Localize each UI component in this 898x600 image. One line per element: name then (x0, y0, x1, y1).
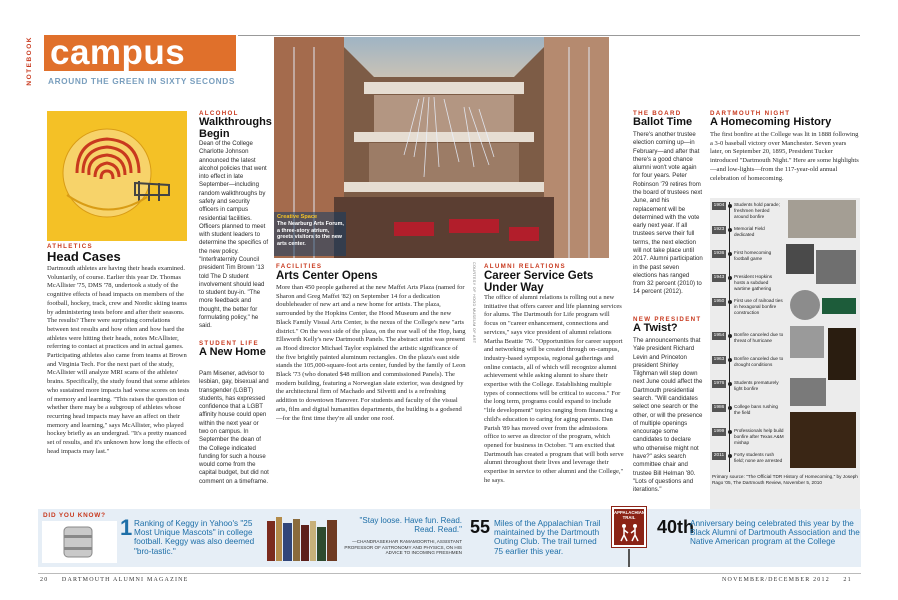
timeline-dot (728, 300, 732, 304)
alcohol-kicker: ALCOHOL (199, 110, 239, 117)
athletics-headline: Head Cases (47, 249, 121, 264)
page-title: campus (44, 35, 236, 71)
timeline-year: 1904 (713, 203, 725, 208)
dartmouth-night-headline: A Homecoming History (710, 116, 832, 128)
timeline-year: 1943 (713, 275, 725, 280)
timeline-text: Students prematurely light bonfire (734, 380, 779, 391)
magazine-name: DARTMOUTH ALUMNI MAGAZINE (61, 577, 189, 583)
timeline-photo-crowd (790, 326, 824, 358)
quote-text: "Stay loose. Have fun. Read. Read. Read." (359, 516, 462, 534)
appalachian-trail-sign (612, 507, 646, 547)
timeline-photo-fire-2011 (790, 412, 856, 468)
new-president-kicker: NEW PRESIDENT (633, 316, 702, 323)
timeline-text: College bans rushing the field (734, 404, 779, 415)
page-subtitle: AROUND THE GREEN IN SIXTY SECONDS (48, 76, 235, 86)
footer-rule (38, 573, 861, 574)
timeline-text: Professionals help build bonfire after Texas A&M mishap (734, 428, 784, 445)
fact3-text: Anniversary being celebrated this year by the Black Alumni of Dartmouth Association and the Native American program at the College (690, 519, 860, 547)
board-body: There's another trustee election coming up—in February—and after that there's a good chance alumni won't vote again for four years. Peter Robinson '79 retires from the board of trustees next June, and his replacement will be determined with the vote early next year. If all trustees serve their full terms, the next election will not take place until 2017. Alumni participation in the past seven elections has ranged from 32 percent (2010) to 14 percent (2012). (633, 131, 703, 296)
fact3-number: 40th (657, 517, 695, 537)
alcohol-body: Dean of the College Charlotte Johnson announced the latest alcohol policies that went into effect in late September—including random walkthroughs by safety and security officers in campus residential facilities. Officers planned to meet with student leaders to determine the specifics of the new policy. "Interfraternity Council president Tim Brown '13 told The D student involvement should lead to student buy-in. "The more feedback and thought, the better for formulating policy," he said. (199, 140, 269, 330)
timeline-photo-portrait (786, 244, 814, 274)
helmet-brain-illustration (47, 111, 187, 241)
fact1-number: 1 (120, 515, 133, 540)
trail-sign-text: APPALACHIAN TRAIL (614, 510, 645, 520)
timeline-dot (728, 334, 732, 338)
timeline-photo-bonfire-night (828, 328, 856, 380)
student-life-body: Pam Misener, advisor to lesbian, gay, bisexual and transgender (LGBT) students, has expressed confidence that a LGBT affinity house could open within the next year or two on campus. In September the dean of the College indicated funding for such a house would come from the capital budget, but did not comment on a timeframe. (199, 370, 269, 485)
timeline-text: Memorial Field dedicated (734, 226, 765, 237)
fact1-text: Ranking of Keggy in Yahoo's "25 Most Unique Mascots" in college football. Keggy was also deemed "bro-tastic." (134, 519, 255, 556)
student-life-kicker: STUDENT LIFE (199, 340, 259, 347)
timeline-dot (728, 430, 732, 434)
timeline-photo-parade (788, 200, 856, 238)
fact2-number: 55 (470, 517, 491, 537)
page-number-right: 21 (843, 577, 852, 583)
facilities-body: More than 450 people gathered at the new Maffei Arts Plaza (named for Sharon and Greg Maffei '82) on September 14 for a dedication doubleheader of new art and a new home for artists. The plaza, surrounded by the Hopkins Center, the Hood Museum and the new Black Family Visual Arts Center, is the nexus of the College's new "arts district." On the west side of the plaza, on the rear wall of the Hop, hang Ellsworth Kelly's new Dartmouth Panels. The abstract artist was present as Hood director Michael Taylor explained the artistic significance of the five brightly painted aluminum rectangles. On the plaza's east side stands the 105,000-square-foot arts center, funded by the family of Leon Black '73 (who donated $48 million and commissioned Panels). The modern building, featuring a Norwegian slate exterior, was designed by the architectural firm of Machado and Silvetti and is a refreshing addition to downtown Hanover. For students and faculty of the visual arts, film and digital humanities departments, the building is a godsend—for the first time they're all under one roof. (276, 284, 466, 422)
photo-caption-title: Creative Space (277, 214, 318, 220)
did-you-know-label: DID YOU KNOW? (43, 512, 106, 519)
timeline-text: Bonfire canceled due to drought conditions (734, 356, 784, 367)
dartmouth-night-body: The first bonfire at the College was lit in 1888 following a 3-0 baseball victory over Manchester. Seven years later, on September 20, 1895, President Tucker introduced "Dartmouth Night." Here are some highlights—and low-lights—from the 117-year-old annual celebration of homecoming. (710, 131, 859, 182)
athletics-kicker: ATHLETICS (47, 243, 93, 250)
timeline-year: 1923 (713, 227, 725, 232)
trail-sign-post (628, 549, 630, 567)
timeline-text: First homecoming football game (734, 250, 772, 261)
dartmouth-night-kicker: DARTMOUTH NIGHT (710, 110, 791, 117)
timeline-year: 1999 (713, 429, 725, 434)
timeline-year: 1963 (713, 357, 725, 362)
alcohol-headline: Walkthroughs Begin (199, 116, 272, 140)
timeline-dot (728, 382, 732, 386)
student-life-headline: A New Home (199, 346, 266, 358)
timeline-text: President Hopkins hosts a subdued wartime gathering (734, 274, 773, 291)
timeline-text: Forty students rush field; none are arrested (734, 452, 783, 463)
timeline-photo-students (790, 378, 826, 406)
board-headline: Ballot Time (633, 116, 693, 128)
page-number-left: 20 (40, 577, 49, 583)
hiker-icon (614, 522, 644, 542)
section-label: NOTEBOOK (26, 36, 33, 86)
footer-left (40, 577, 189, 583)
issue-date: NOVEMBER/DECEMBER 2012 (722, 577, 830, 583)
homecoming-timeline (710, 198, 860, 510)
fact2-text: Miles of the Appalachian Trail maintained by the Dartmouth Outing Club. The trail turned 75 earlier this year. (494, 519, 601, 556)
alumni-relations-kicker: ALUMNI RELATIONS (484, 263, 566, 270)
timeline-dot (728, 276, 732, 280)
timeline-text: Students hold parade; freshmen herded around bonfire (734, 202, 780, 219)
timeline-year: 1950 (713, 299, 725, 304)
photo-caption-text: The Nearburg Arts Forum, a three-story atrium, greets visitors to the new arts center. (277, 221, 344, 247)
timeline-photo-bonfire-structure (790, 290, 820, 320)
quote-attribution: —CHANDRASEKHAR RAMAMOORTHI, ASSISTANT PROFESSOR OF ASTRONOMY AND PHYSICS, ON HIS ADVICE TO INCOMING FRESHMEN (344, 539, 462, 556)
new-president-headline: A Twist? (633, 322, 678, 334)
photo-credit: COURTESY OF HOOD MUSEUM OF ART (472, 262, 476, 344)
timeline-year: 1954 (713, 333, 725, 338)
timeline-dot (728, 454, 732, 458)
timeline-dot (728, 228, 732, 232)
timeline-text: First use of railroad ties in hexagonal bonfire construction (734, 298, 783, 315)
top-rule (238, 35, 860, 36)
timeline-dot (728, 204, 732, 208)
alumni-relations-headline: Career Service Gets Under Way (484, 270, 594, 295)
timeline-dot (728, 358, 732, 362)
timeline-dot (728, 252, 732, 256)
athletics-body: Dartmouth athletes are having their heads examined. Voluntarily, of course. Earlier this year Dr. Thomas McAllister '75, DMS '78, undertook a study of the cognitive effects of head impacts on members of the football, hockey, track, crew and Nordic skiing teams by administering tests before and after their seasons. The results? There were surprising correlations between test results and how often and how hard the athletes were hitting their heads, notes McAllister, referring to contact at practices and in actual games. Participating athletes also came from teams at Brown and Virginia Tech. For the next part of the study, McAllister will analyze MRI scans of the athletes' brains. Specifically, the study found that some athletes who sustained more impacts had worse scores on tests of memory and learning. "This raises the question of whether there may be a subgroup of athletes whose recurring head impacts may have an affect on their memory and learning," says McAllister, who played hockey briefly as an undergrad. "It's a pretty nuanced set of results, and it's unknown how long the effects of head impacts may last." (47, 265, 190, 455)
timeline-year: 1936 (713, 251, 725, 256)
timeline-photo-pennant (822, 298, 856, 314)
keggy-mascot-image (42, 521, 117, 563)
timeline-dot (728, 406, 732, 410)
new-president-body: The announcements that Yale president Richard Levin and Princeton president Shirley Tilghman will step down next June could affect the Dartmouth presidential search. "Will candidates select one search or the other, or will the presence of multiple openings encourage some candidates to declare who otherwise might not have?" asks search committee chair and trustee Bill Helman '80. "Lots of questions and iterations." (633, 337, 703, 494)
timeline-year: 1976 (713, 381, 725, 386)
timeline-year: 1986 (713, 405, 725, 410)
timeline-photo-field (816, 250, 856, 284)
footer-right (722, 577, 852, 583)
facilities-kicker: FACILITIES (276, 263, 323, 270)
timeline-source: Primary source: "The Official TDR History of Homecoming," by Joseph Rago '05, The Dartmouth Review, November 5, 2010 (712, 474, 858, 486)
board-kicker: THE BOARD (633, 110, 682, 117)
timeline-text: Bonfire canceled due to threat of hurricane (734, 332, 784, 343)
timeline-year: 2011 (713, 453, 725, 458)
facilities-headline: Arts Center Opens (276, 270, 378, 282)
alumni-relations-body: The office of alumni relations is rolling out a new initiative that offers career and life planning services for alums. The Dartmouth for Life program will focus on "career enhancement, connections and services," says vice president of alumni relations Martha Beattie '76. "Opportunities for career support and networking will be created through on-campus, industry-based symposia, regional gatherings and online contacts, all of which will recognize alumni achievement while asking alumni to share their expertise with the College. Establishing multiple types of connections will be critical to success." For the long term, programs could expand to include "life development" topics ranging from financing a child's education to caring for aging parents. Dan Parish '89 has moved over from the admissions office to serve as director of the program, which opened for business in October. "I am excited that Dartmouth has created a program that will both serve alumni throughout their lives and leverage their expertise in service to other alumni and the College," he says. (484, 294, 624, 484)
